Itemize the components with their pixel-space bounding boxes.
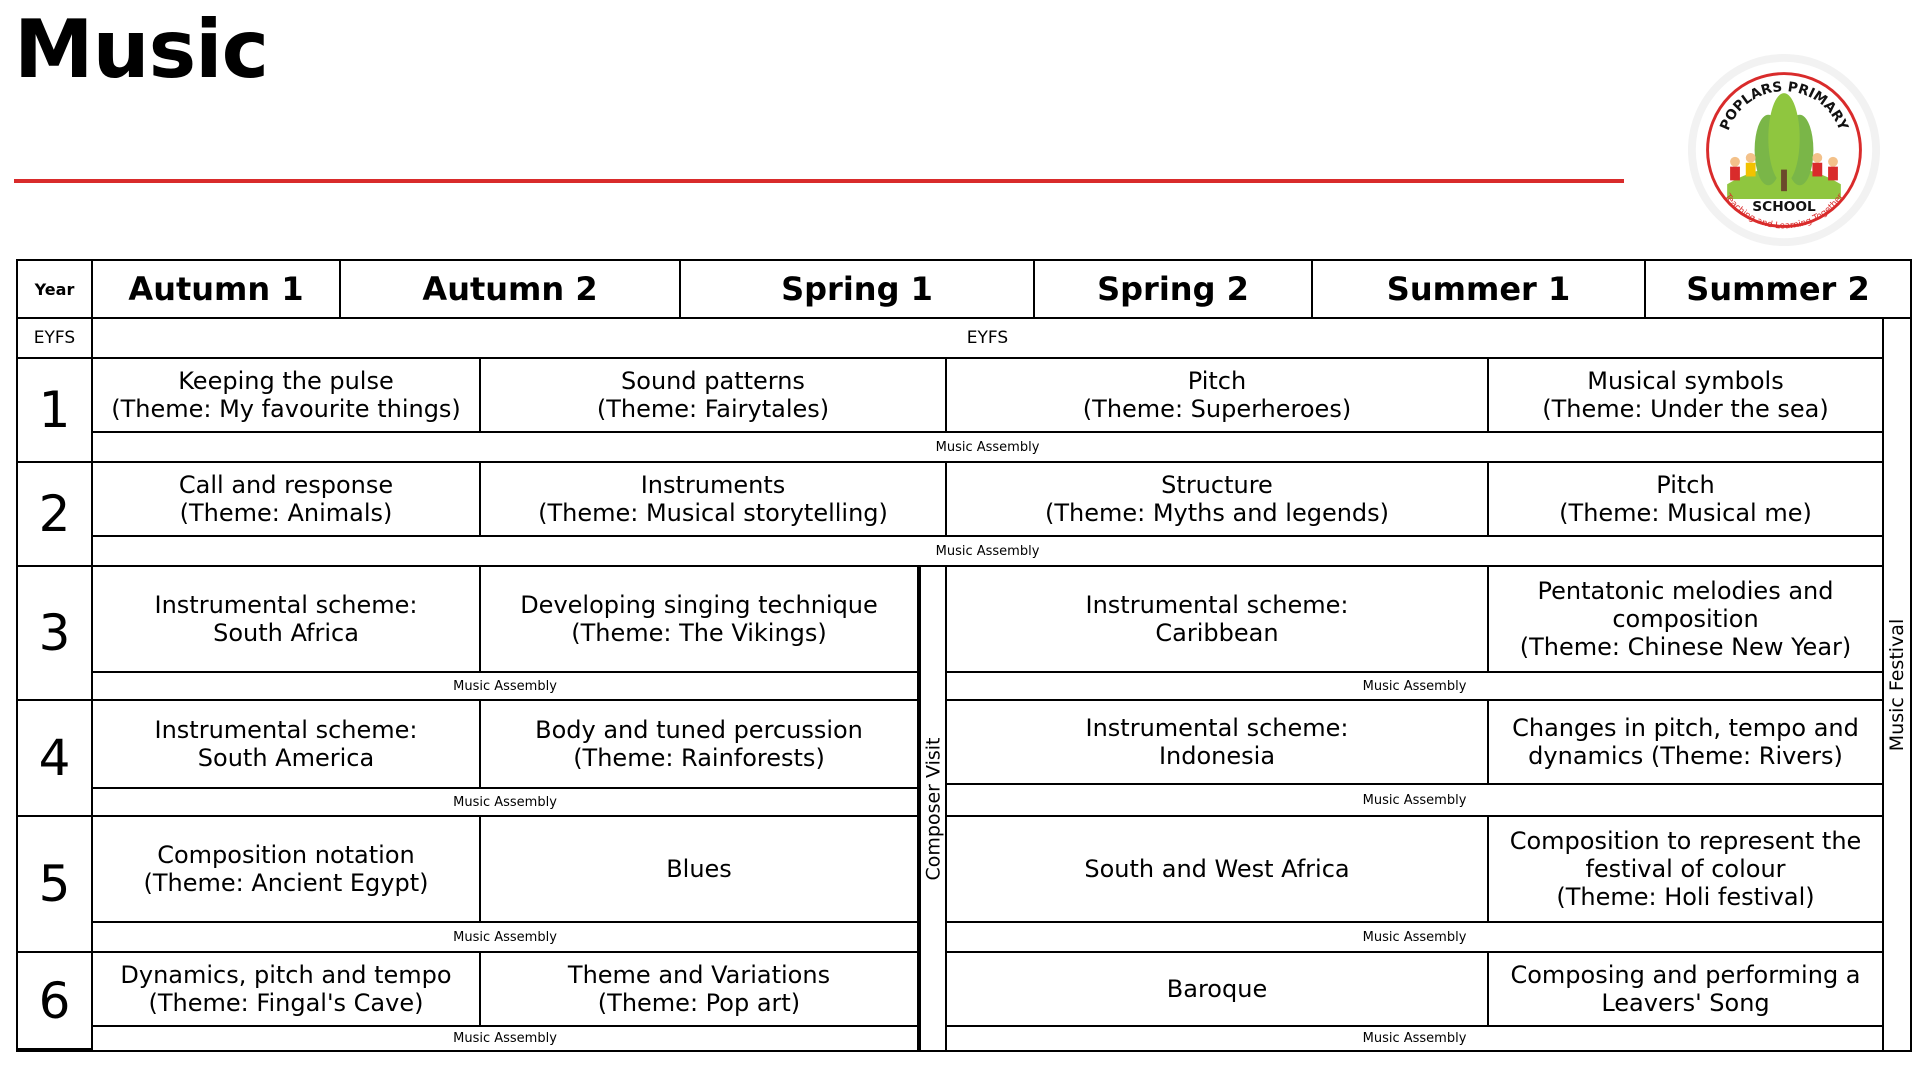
unit-cell: Body and tuned percussion (Theme: Rainforests) [481, 701, 919, 789]
music-assembly: Music Assembly [93, 433, 1884, 463]
year-number-6: 6 [18, 953, 93, 1050]
unit-cell: Musical symbols (Theme: Under the sea) [1489, 359, 1884, 433]
unit-cell: Baroque [947, 953, 1489, 1027]
year-number-5: 5 [18, 817, 93, 953]
eyfs-label: EYFS [18, 319, 93, 359]
unit-cell: Composing and performing a Leavers' Song [1489, 953, 1884, 1027]
unit-cell: Instrumental scheme: South Africa [93, 567, 481, 673]
unit-cell: Instrumental scheme: Caribbean [947, 567, 1489, 673]
unit-cell: Developing singing technique (Theme: The Vikings) [481, 567, 919, 673]
year-number-3: 3 [18, 567, 93, 701]
term-header-spring-1: Spring 1 [681, 261, 1035, 319]
unit-cell: Sound patterns (Theme: Fairytales) [481, 359, 947, 433]
eyfs-content: EYFS [93, 319, 1884, 359]
unit-cell: Instrumental scheme: South America [93, 701, 481, 789]
logo-school-text: SCHOOL [1752, 198, 1816, 215]
term-header-autumn-2: Autumn 2 [341, 261, 681, 319]
unit-cell: Keeping the pulse (Theme: My favourite things) [93, 359, 481, 433]
music-assembly: Music Assembly [93, 923, 919, 953]
page-title: Music [14, 3, 269, 96]
music-assembly: Music Assembly [93, 537, 1884, 567]
title-underline [14, 179, 1624, 183]
year-number-2: 2 [18, 463, 93, 567]
unit-cell: Blues [481, 817, 919, 923]
unit-cell: Structure (Theme: Myths and legends) [947, 463, 1489, 537]
school-logo [1686, 52, 1882, 248]
composer-visit-label: Composer Visit [922, 736, 945, 881]
year-number-1: 1 [18, 359, 93, 463]
music-assembly: Music Assembly [93, 673, 919, 701]
unit-cell: Composition to represent the festival of colour (Theme: Holi festival) [1489, 817, 1884, 923]
music-assembly: Music Assembly [947, 673, 1884, 701]
year-header: Year [18, 261, 93, 319]
unit-cell: Changes in pitch, tempo and dynamics (Theme: Rivers) [1489, 701, 1884, 785]
unit-cell: Instrumental scheme: Indonesia [947, 701, 1489, 785]
music-festival-label: Music Festival [1886, 618, 1909, 751]
unit-cell: Pentatonic melodies and composition (Theme: Chinese New Year) [1489, 567, 1884, 673]
unit-cell: Composition notation (Theme: Ancient Egypt) [93, 817, 481, 923]
unit-cell: South and West Africa [947, 817, 1489, 923]
unit-cell: Theme and Variations (Theme: Pop art) [481, 953, 919, 1027]
unit-cell: Pitch (Theme: Musical me) [1489, 463, 1884, 537]
composer-visit-column [919, 567, 947, 1050]
music-assembly: Music Assembly [93, 1027, 919, 1050]
term-header-summer-2: Summer 2 [1646, 261, 1910, 319]
unit-cell: Call and response (Theme: Animals) [93, 463, 481, 537]
logo-top-text: POPLARS PRIMARY [1717, 79, 1851, 133]
unit-cell: Dynamics, pitch and tempo (Theme: Fingal's Cave) [93, 953, 481, 1027]
music-festival-column [1884, 319, 1910, 1050]
music-assembly: Music Assembly [947, 785, 1884, 817]
music-assembly: Music Assembly [947, 1027, 1884, 1050]
music-assembly: Music Assembly [947, 923, 1884, 953]
term-header-summer-1: Summer 1 [1313, 261, 1646, 319]
curriculum-table [16, 259, 1912, 1052]
term-header-autumn-1: Autumn 1 [93, 261, 341, 319]
unit-cell: Pitch (Theme: Superheroes) [947, 359, 1489, 433]
logo-motto: Teaching and Learning Together [1722, 192, 1846, 232]
unit-cell: Instruments (Theme: Musical storytelling) [481, 463, 947, 537]
year-number-4: 4 [18, 701, 93, 817]
music-assembly: Music Assembly [93, 789, 919, 817]
term-header-spring-2: Spring 2 [1035, 261, 1313, 319]
